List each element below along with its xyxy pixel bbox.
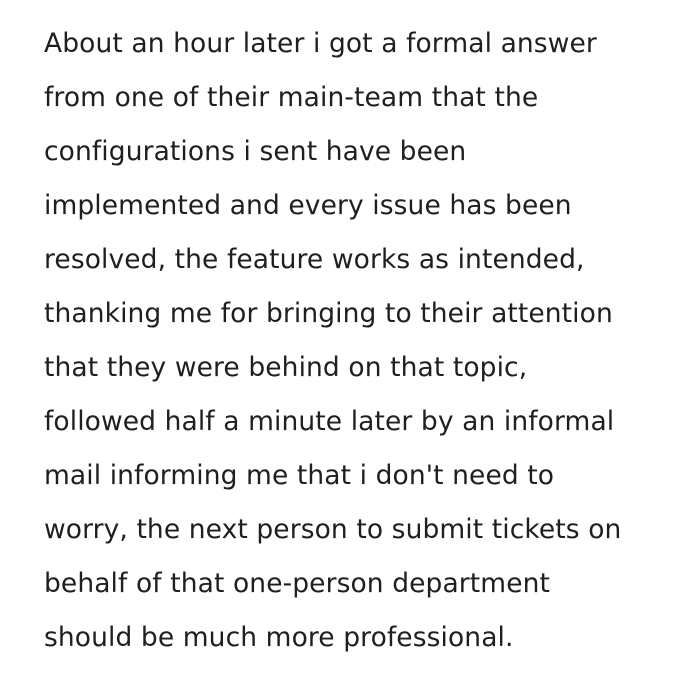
paragraph-line: implemented and every issue has been	[44, 190, 572, 221]
paragraph-line: About an hour later i got a formal answer	[44, 28, 597, 59]
paragraph-line: resolved, the feature works as intended,	[44, 244, 585, 275]
paragraph-line: worry, the next person to submit tickets on	[44, 514, 622, 545]
paragraph-line: from one of their main-team that the	[44, 82, 539, 113]
paragraph-line: should be much more professional.	[44, 622, 514, 653]
paragraph-line: behalf of that one-person department	[44, 568, 550, 599]
paragraph-line: thanking me for bringing to their attention	[44, 298, 613, 329]
paragraph-line: mail informing me that i don't need to	[44, 460, 555, 491]
paragraph-line: configurations i sent have been	[44, 136, 467, 167]
paragraph-line: followed half a minute later by an informal	[44, 406, 615, 437]
paragraph-line: that they were behind on that topic,	[44, 352, 528, 383]
body-paragraph	[44, 17, 694, 665]
